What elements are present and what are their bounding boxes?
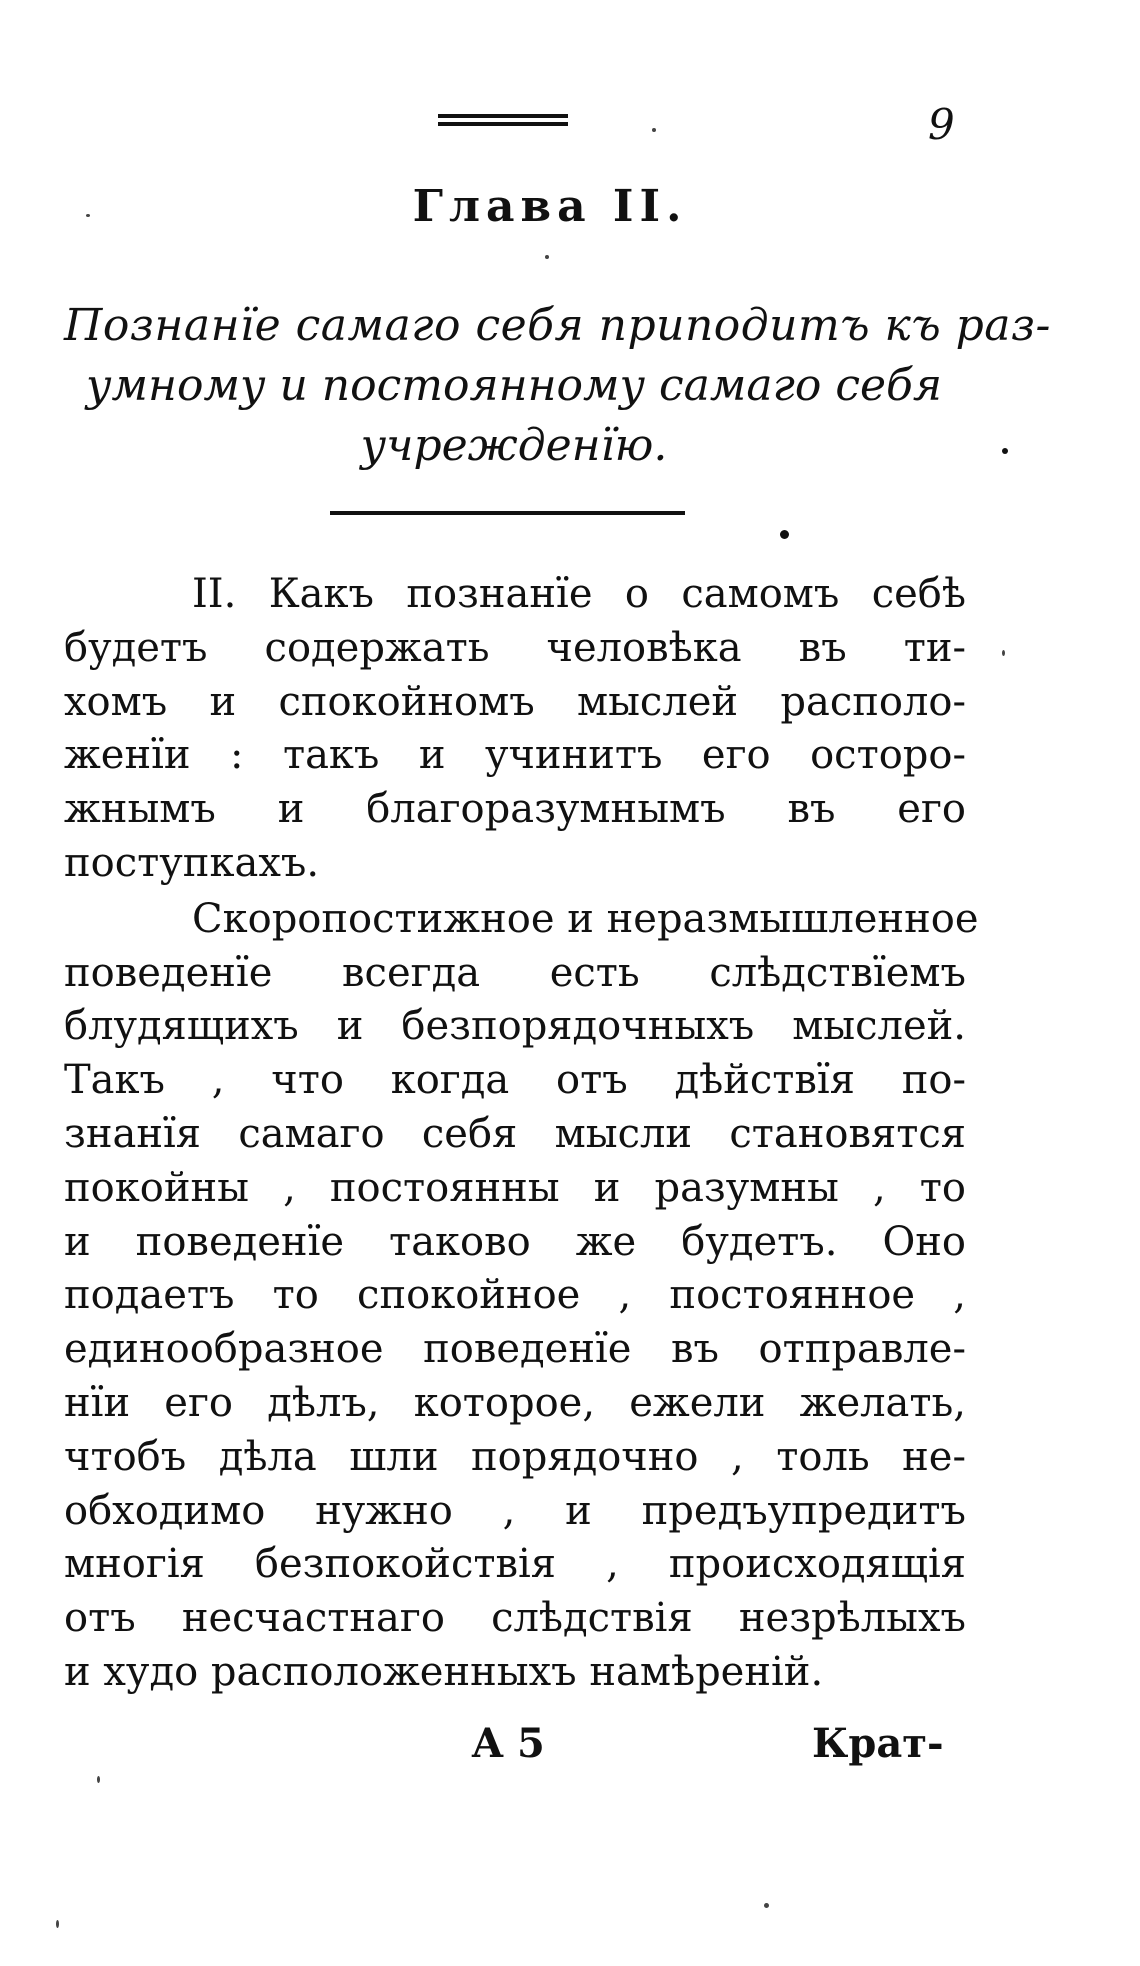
ornament-dot [780, 530, 789, 539]
text-line: и худо расположенныхъ намѣреній. [64, 1648, 824, 1695]
scan-speck [764, 1903, 769, 1908]
text-line: поступкахъ. [64, 839, 320, 886]
scan-speck [652, 128, 656, 132]
text-line: единообразное поведенїе въ отправле- [64, 1326, 966, 1373]
text-line: чтобъ дѣла шли порядочно , толь не- [64, 1433, 966, 1480]
text-line: нїи его дѣлъ, которое, ежели желать, [64, 1379, 966, 1426]
text-line: Такъ , что когда отъ дѣйствїя по- [64, 1057, 966, 1104]
text-line: многія безпокойствія , происходящія [64, 1541, 966, 1588]
text-line: хомъ и спокойномъ мыслей располо- [64, 678, 966, 725]
scan-speck [1002, 650, 1005, 656]
text-line: Скоропостижное и неразмышленное [192, 895, 979, 942]
scan-speck [97, 1776, 100, 1783]
scan-speck [86, 214, 90, 217]
text-line: II. Какъ познанїе о самомъ себѣ [192, 571, 966, 617]
text-line: отъ несчастнаго слѣдствія незрѣлыхъ [64, 1595, 966, 1642]
header-double-rule [438, 114, 568, 130]
text-line: поведенїе всегда есть слѣдствїемъ [64, 949, 966, 996]
signature-mark: A 5 [472, 1720, 545, 1767]
text-line: женїи : такъ и учинитъ его осторо- [64, 732, 966, 779]
subtitle-line: учрежденїю. [360, 420, 668, 471]
catchword: Крат- [812, 1720, 944, 1767]
text-line: будетъ содержать человѣка въ ти- [64, 624, 966, 671]
section-divider [330, 511, 685, 515]
page-number: 9 [928, 100, 955, 149]
text-line: и поведенїе таково же будетъ. Оно [64, 1218, 966, 1265]
subtitle-line: Познанїе самаго себя приподитъ къ раз- [64, 300, 1051, 351]
text-line: покойны , постоянны и разумны , то [64, 1164, 966, 1211]
chapter-subtitle [64, 296, 1051, 476]
ornament-dot [1002, 448, 1008, 454]
text-line: подаетъ то спокойное , постоянное , [64, 1272, 966, 1319]
text-line: знанїя самаго себя мысли становятся [64, 1110, 966, 1157]
scan-speck [56, 1920, 59, 1928]
scan-speck [545, 255, 549, 259]
subtitle-line: умному и постоянному самаго себя [85, 360, 943, 411]
body-text [64, 568, 979, 1700]
text-line: жнымъ и благоразумнымъ въ его [64, 786, 966, 833]
chapter-heading-text: Глава II. [412, 181, 688, 232]
text-line: обходимо нужно , и предъупредитъ [64, 1487, 966, 1534]
chapter-heading [0, 181, 1140, 232]
text-line: блудящихъ и безпорядочныхъ мыслей. [64, 1003, 966, 1050]
